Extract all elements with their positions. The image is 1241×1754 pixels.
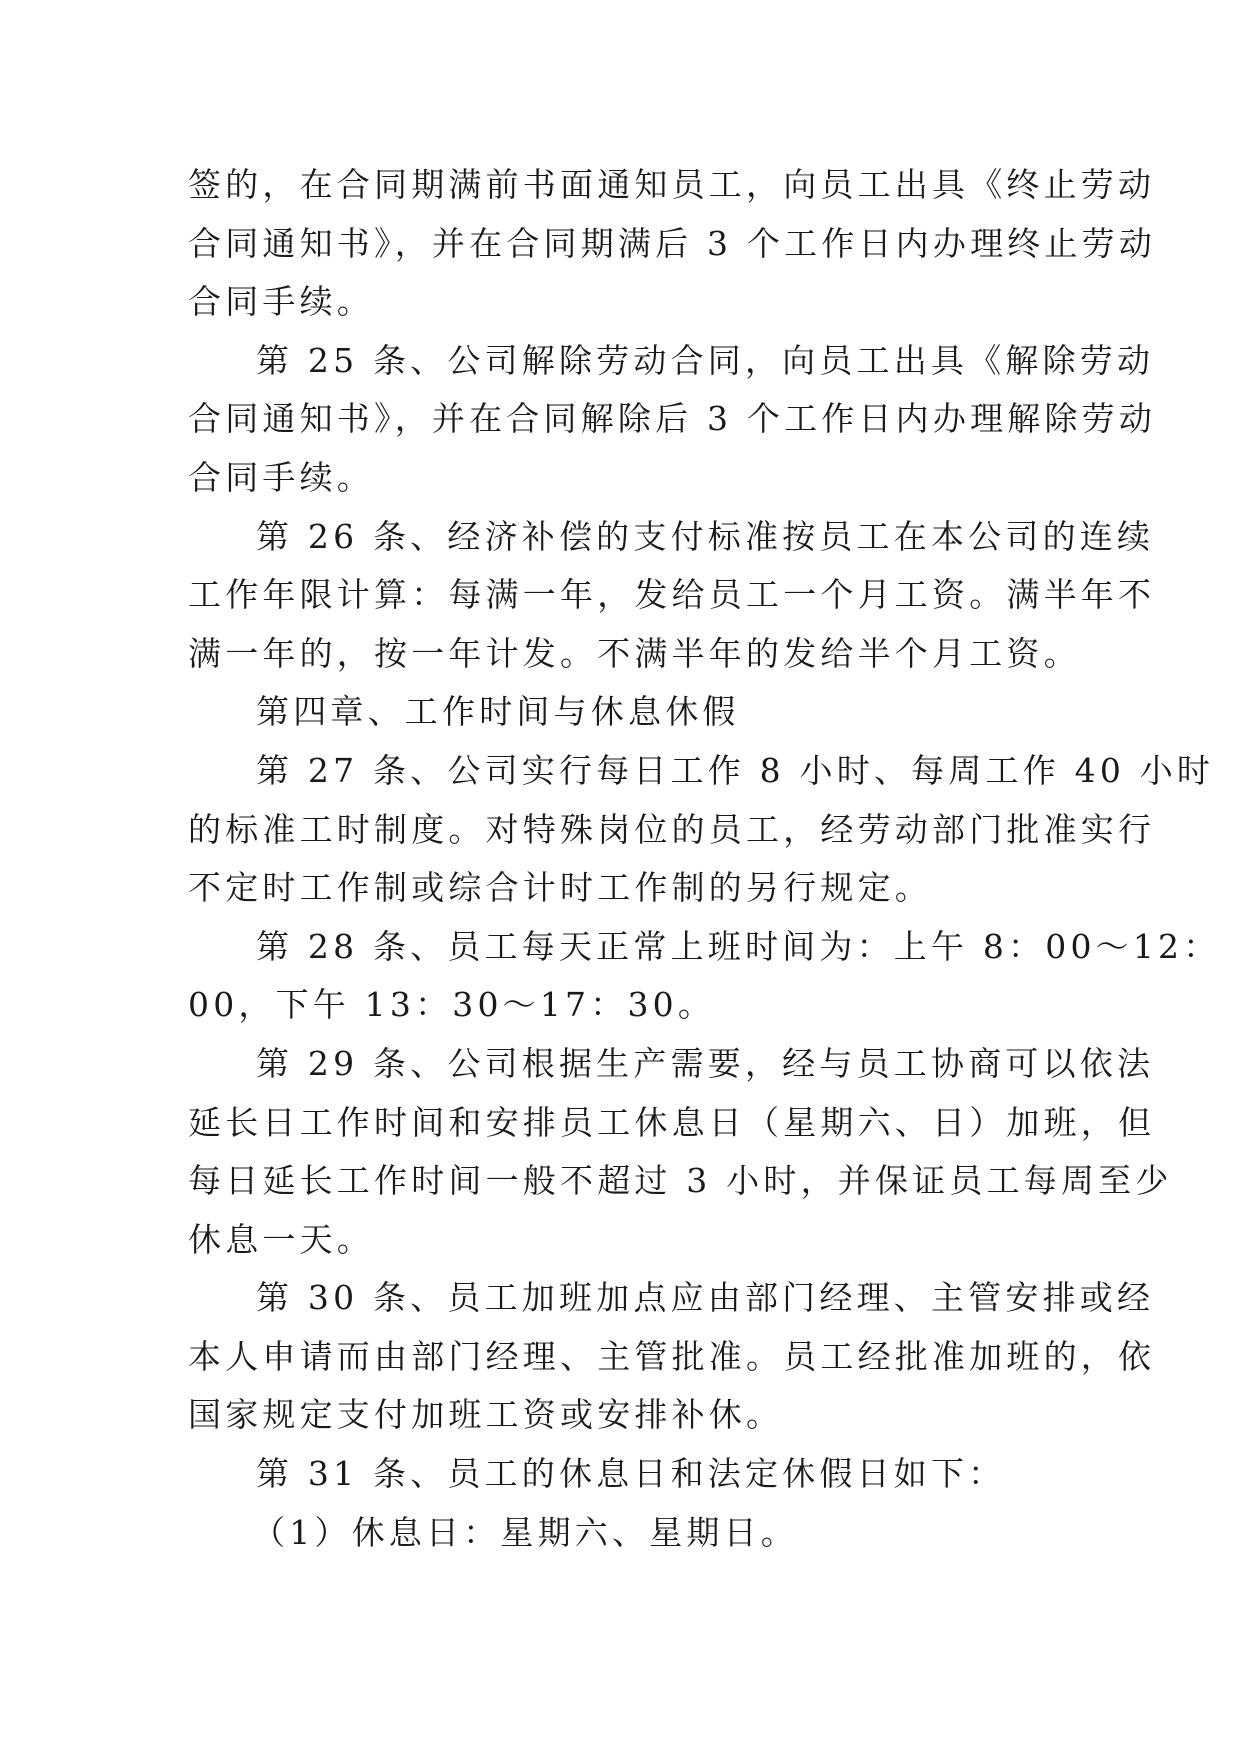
document-line: 第 25 条、公司解除劳动合同，向员工出具《解除劳动: [256, 340, 1155, 380]
document-line: 国家规定支付加班工资或安排补休。: [188, 1395, 784, 1435]
document-line: 第 29 条、公司根据生产需要，经与员工协商可以依法: [256, 1043, 1155, 1083]
document-line: 第 28 条、员工每天正常上班时间为：上午 8：00～12：: [256, 926, 1221, 966]
document-line: 第 26 条、经济补偿的支付标准按员工在本公司的连续: [256, 516, 1155, 556]
document-line: 第 27 条、公司实行每日工作 8 小时、每周工作 40 小时: [256, 750, 1215, 790]
document-line: 延长日工作时间和安排员工休息日（星期六、日）加班，但: [188, 1102, 1156, 1142]
document-line: 第四章、工作时间与休息休假: [256, 692, 740, 732]
document-line: （1）休息日：星期六、星期日。: [252, 1512, 798, 1552]
document-line: 的标准工时制度。对特殊岗位的员工，经劳动部门批准实行: [188, 809, 1156, 849]
document-line: 合同通知书》，并在合同解除后 3 个工作日内办理解除劳动: [188, 399, 1157, 439]
document-body: [188, 156, 1221, 1562]
document-line: 工作年限计算：每满一年，发给员工一个月工资。满半年不: [188, 575, 1156, 615]
document-line: 合同手续。: [188, 282, 374, 322]
document-line: 不定时工作制或综合计时工作制的另行规定。: [188, 868, 932, 908]
document-line: 第 31 条、员工的休息日和法定休假日如下：: [256, 1454, 1006, 1494]
document-line: 满一年的，按一年计发。不满半年的发给半个月工资。: [188, 633, 1081, 673]
document-line: 第 30 条、员工加班加点应由部门经理、主管安排或经: [256, 1278, 1155, 1318]
document-line: 签的，在合同期满前书面通知员工，向员工出具《终止劳动: [188, 165, 1156, 204]
document-line: 本人申请而由部门经理、主管批准。员工经批准加班的，依: [188, 1336, 1156, 1376]
document-line: 每日延长工作时间一般不超过 3 小时，并保证员工每周至少: [188, 1161, 1173, 1201]
document-line: 合同通知书》，并在合同期满后 3 个工作日内办理终止劳动: [188, 223, 1157, 263]
document-line: 00，下午 13：30～17：30。: [188, 985, 716, 1025]
document-line: 休息一天。: [188, 1219, 374, 1259]
document-line: 合同手续。: [188, 457, 374, 497]
